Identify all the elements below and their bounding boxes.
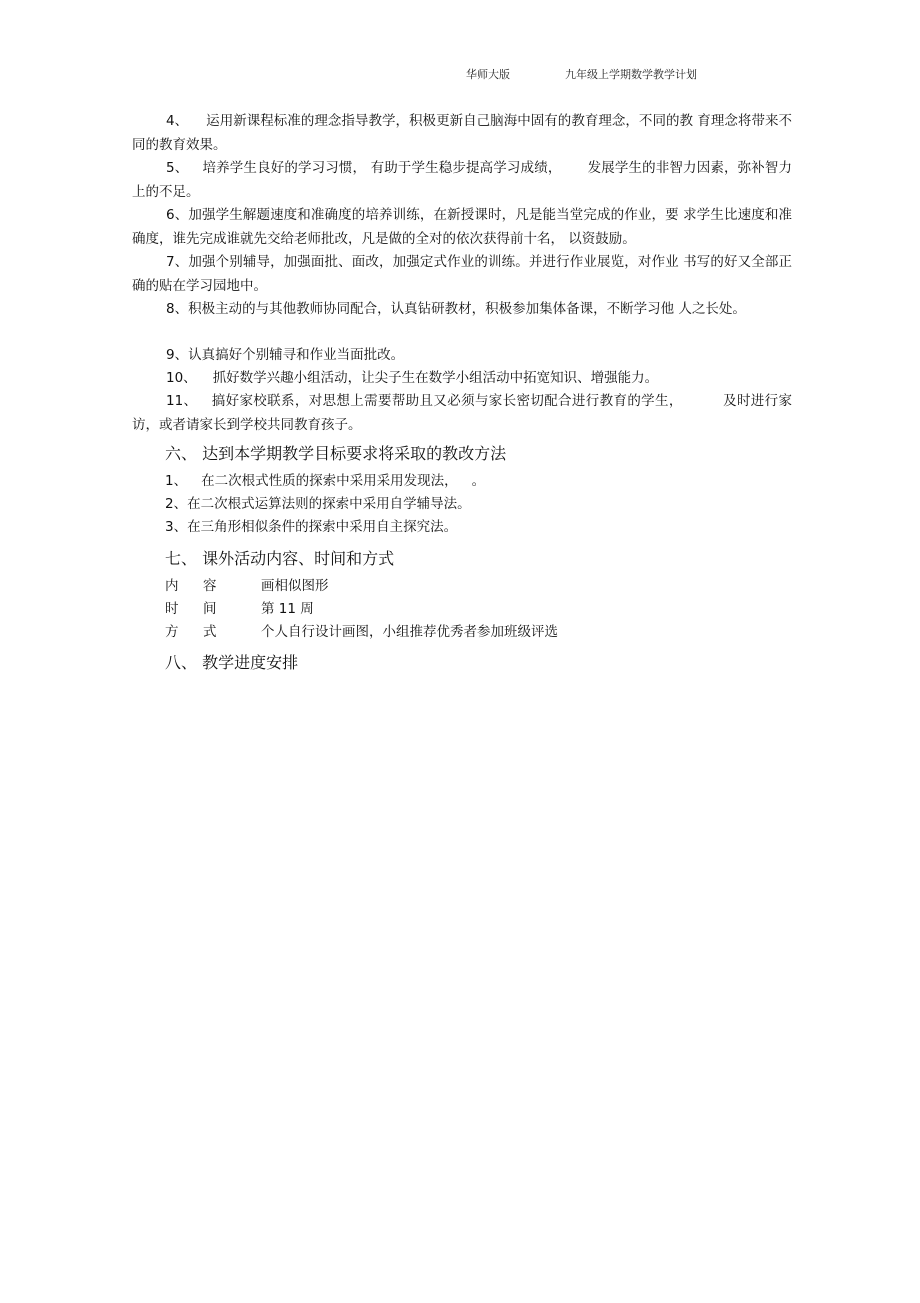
header-doc-title: 九年级上学期数学教学计划 <box>565 68 697 81</box>
measure-11-text-a: 搞好家校联系，对思想上需要帮助且又必须与家长密切配合进行教育的学生， <box>211 393 683 409</box>
section-6-item-3: 3、在三角形相似条件的探索中采用自主探究法。 <box>165 519 458 535</box>
header-publisher: 华师大版 <box>466 68 510 81</box>
measure-9-text: 9、认真搞好个别辅寻和作业当面批改。 <box>166 347 405 363</box>
section-6-item-1-number: 1、 <box>165 473 188 489</box>
measure-8 <box>132 298 792 322</box>
measure-8-text: 8、积极主动的与其他教师协同配合，认真钻研教材，积极参加集体备课，不断学习他 人之长处。 <box>166 301 746 317</box>
activity-row-content-value: 画相似图形 <box>261 578 329 594</box>
activity-row-content-key-2: 容 <box>203 578 217 594</box>
measure-7-text: 7、加强个别辅导，加强面批、面改，加强定式作业的训练。并进行作业展览，对作业 书写的好又全部正确的贴在学习园地中。 <box>132 254 792 294</box>
measure-10-number: 10、 <box>166 370 197 386</box>
measure-11-number: 11、 <box>166 393 198 409</box>
measure-5-number: 5、 <box>166 160 189 176</box>
section-6-item-1-tail: 。 <box>471 473 486 489</box>
section-6-heading: 六、 达到本学期教学目标要求将采取的教改方法 <box>165 444 507 463</box>
section-8-heading: 八、 教学进度安排 <box>165 653 299 672</box>
activity-row-time-key-2: 间 <box>203 601 217 617</box>
section-6-item-2: 2、在二次根式运算法则的探索中采用自学辅导法。 <box>165 496 471 512</box>
activity-row-method-key-2: 式 <box>203 624 217 640</box>
activity-row-time-key-1: 时 <box>165 601 179 617</box>
activity-row-time-value: 第 11 周 <box>261 601 314 617</box>
section-7-heading: 七、 课外活动内容、时间和方式 <box>165 549 395 568</box>
activity-row-method-value: 个人自行设计画图，小组推荐优秀者参加班级评选 <box>261 624 558 640</box>
measure-11 <box>132 390 792 437</box>
measure-4 <box>132 110 792 157</box>
activity-row-content-key-1: 内 <box>165 578 179 594</box>
measure-7 <box>132 251 792 298</box>
measure-6 <box>132 204 792 251</box>
measure-10 <box>132 367 792 391</box>
activity-row-method-key-1: 方 <box>165 624 179 640</box>
measure-4-text: 运用新课程标准的理念指导教学，积极更新自己脑海中固有的教育理念，不同的教 育理念将带来不同的教育效果。 <box>132 113 792 153</box>
measure-5-text-b: 发展学生的非智力因素，弥补智力上的不足。 <box>132 160 793 200</box>
measure-6-text: 6、加强学生解题速度和准确度的培养训练，在新授课时，凡是能当堂完成的作业，要 求学生比速度和准确度，谁先完成谁就先交给老师批改，凡是做的全对的依次获得前十名， 以资鼓励。 <box>132 207 792 247</box>
measure-11-text-b: 及时进行家访，或者请家长到学校共同教育孩子。 <box>132 393 792 433</box>
measure-9 <box>132 344 792 368</box>
measure-4-number: 4、 <box>166 113 189 129</box>
measure-5 <box>132 157 792 204</box>
measure-10-text: 抓好数学兴趣小组活动，让尖子生在数学小组活动中拓宽知识、增强能力。 <box>212 370 659 386</box>
section-6-item-1 <box>165 470 485 492</box>
section-6-item-1-text: 在二次根式性质的探索中采用采用发现法， <box>201 473 458 489</box>
measure-5-text-a: 培养学生良好的学习习惯， 有助于学生稳步提高学习成绩， <box>202 160 562 176</box>
